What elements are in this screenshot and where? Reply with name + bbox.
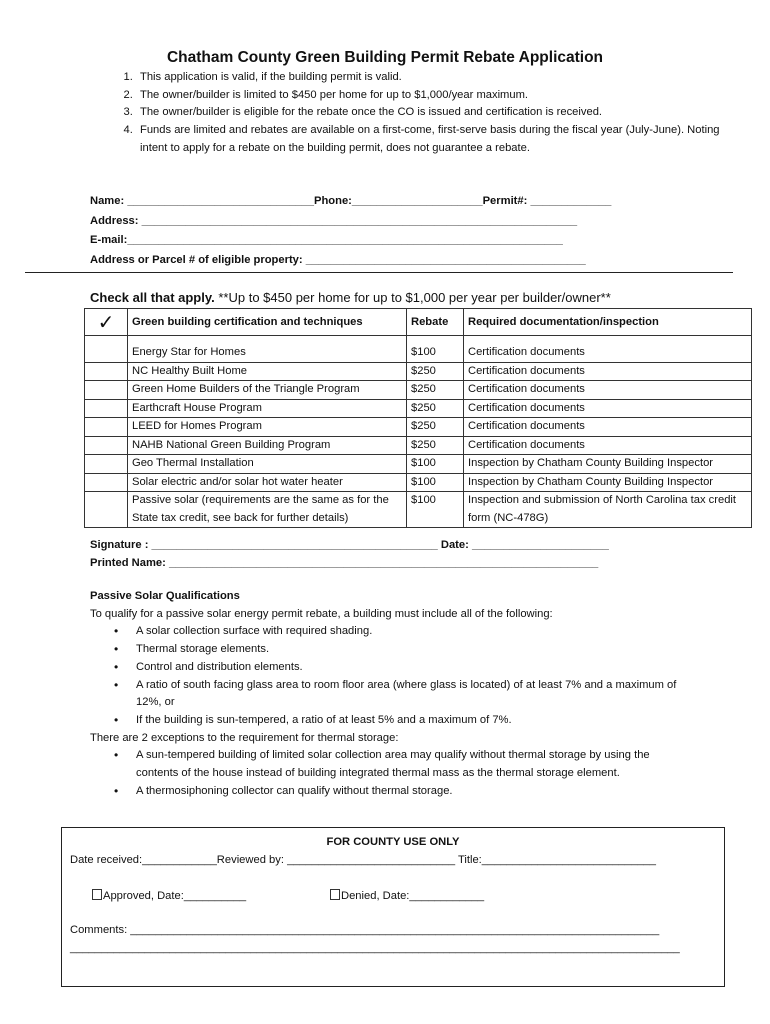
checkbox-cell[interactable] [85, 381, 128, 400]
doc-cell: Inspection and submission of North Carolina tax credit form (NC-478G) [464, 492, 752, 528]
printed-name-label: Printed Name: [90, 556, 166, 569]
list-item: • A sun-tempered building of limited solar collection area may qualify without thermal storage by using the contents of the house instead of building integrated thermal mass as the thermal storage element. [136, 747, 690, 782]
header-technique: Green building certification and techniques [128, 309, 407, 336]
technique-cell: Earthcraft House Program [128, 399, 407, 418]
checkbox-cell[interactable] [85, 336, 128, 363]
check-heading-bold: Check all that apply. [90, 290, 215, 305]
passive-intro: To qualify for a passive solar energy permit rebate, a building must include all of the following: [90, 607, 553, 620]
doc-cell [464, 336, 752, 363]
signature-row [90, 537, 690, 555]
doc-cell: Certification documents [464, 381, 752, 400]
header-rebate: Rebate [407, 309, 464, 336]
signature-block [90, 537, 690, 572]
parcel-row [90, 251, 690, 271]
checkbox-cell[interactable] [85, 362, 128, 381]
signature-field[interactable]: ______________________________________________ [151, 539, 438, 551]
intro-item: 2. The owner/builder is limited to $450 per home for up to $1,000/year maximum. [136, 87, 736, 105]
list-item: • A ratio of south facing glass area to room floor area (where glass is located) of at least 7% and a maximum of 12%, or [136, 677, 690, 712]
header-documentation: Required documentation/inspection [464, 309, 752, 336]
check-heading [90, 290, 611, 305]
table-row [85, 336, 752, 363]
rebate-cell: $250 [407, 436, 464, 455]
county-use-box [61, 827, 725, 987]
rebate-cell: $250 [407, 418, 464, 437]
table-header-row [85, 309, 752, 336]
doc-cell: Inspection by Chatham County Building Inspector [464, 473, 752, 492]
table-row [85, 418, 752, 437]
approved-checkbox[interactable] [92, 890, 246, 902]
parcel-label: Address or Parcel # of eligible property: [90, 254, 303, 267]
list-item: • Control and distribution elements. [136, 659, 690, 677]
rebate-value: $100 [411, 346, 436, 358]
rebate-cell: $100 [407, 492, 464, 528]
technique-cell: Solar electric and/or solar hot water heater [128, 473, 407, 492]
rebate-cell: $100 [407, 473, 464, 492]
rebate-cell [407, 336, 464, 363]
list-item: • If the building is sun-tempered, a ratio of at least 5% and a maximum of 7%. [136, 712, 690, 730]
denied-label: Denied, Date:____________ [341, 890, 485, 902]
permit-field[interactable]: _____________ [530, 195, 612, 207]
rebate-cell: $250 [407, 399, 464, 418]
date-label: Date: [440, 539, 469, 551]
technique-cell: Geo Thermal Installation [128, 455, 407, 474]
rebate-cell: $250 [407, 381, 464, 400]
rebate-table [84, 308, 752, 528]
doc-cell: Certification documents [464, 362, 752, 381]
address-label: Address: [90, 214, 139, 227]
doc-cell: Inspection by Chatham County Building Inspector [464, 455, 752, 474]
name-field[interactable]: ______________________________ [127, 195, 314, 207]
permit-label: Permit#: [482, 195, 528, 207]
checkbox-cell[interactable] [85, 418, 128, 437]
signature-label: Signature : [90, 539, 149, 551]
technique-cell: Green Home Builders of the Triangle Program [128, 381, 407, 400]
check-mark-icon: ✓ [85, 309, 128, 336]
intro-item: 1. This application is valid, if the building permit is valid. [136, 69, 736, 87]
intro-list [90, 69, 736, 158]
list-item: • A thermosiphoning collector can qualify without thermal storage. [136, 783, 690, 801]
doc-value: Certification documents [468, 346, 585, 358]
exceptions-intro: There are 2 exceptions to the requirement for thermal storage: [90, 731, 399, 744]
table-row [85, 362, 752, 381]
list-item: • A solar collection surface with required shading. [136, 623, 690, 641]
technique-cell: Passive solar (requirements are the same as for the State tax credit, see back for further details) [128, 492, 407, 528]
passive-requirements-list [90, 623, 690, 729]
table-row [85, 492, 752, 528]
email-label: E-mail: [90, 234, 128, 247]
checkbox-icon [92, 889, 102, 900]
name-phone-permit-row [90, 192, 690, 212]
technique-cell [128, 336, 407, 363]
applicant-fields [90, 192, 690, 271]
intro-item: 3. The owner/builder is eligible for the rebate once the CO is issued and certification is received. [136, 104, 736, 122]
comments-line-2[interactable]: __________________________________________________________________________________________________ [70, 942, 680, 954]
parcel-field[interactable]: _____________________________________________ [305, 254, 586, 267]
email-row [90, 231, 690, 251]
name-label: Name: [90, 195, 125, 207]
check-heading-rest: **Up to $450 per home for up to $1,000 per year per builder/owner** [214, 290, 611, 305]
table-row [85, 381, 752, 400]
passive-solar-section [90, 588, 690, 800]
table-row [85, 399, 752, 418]
approved-label: Approved, Date:__________ [103, 890, 247, 902]
address-row [90, 212, 690, 232]
table-row [85, 455, 752, 474]
email-field[interactable]: ______________________________________________________________________ [127, 234, 563, 247]
approval-row [92, 889, 485, 902]
technique-cell: NC Healthy Built Home [128, 362, 407, 381]
checkbox-cell[interactable] [85, 492, 128, 528]
section-divider [25, 272, 733, 273]
comments-line[interactable]: Comments: _____________________________________________________________________________________ [70, 924, 660, 936]
phone-label: Phone: [313, 195, 352, 207]
county-heading: FOR COUNTY USE ONLY [326, 836, 460, 848]
doc-cell: Certification documents [464, 418, 752, 437]
technique-cell: LEED for Homes Program [128, 418, 407, 437]
intro-item: 4. Funds are limited and rebates are available on a first-come, first-serve basis during the fiscal year (July-June). Noting intent to apply for a rebate on the building permit, does not guarantee a rebate. [136, 122, 736, 157]
rebate-cell: $100 [407, 455, 464, 474]
checkbox-cell[interactable] [85, 436, 128, 455]
checkbox-cell[interactable] [85, 455, 128, 474]
passive-heading: Passive Solar Qualifications [90, 590, 240, 602]
technique-name: Energy Star for Homes [132, 346, 246, 358]
rebate-cell: $250 [407, 362, 464, 381]
checkbox-cell[interactable] [85, 473, 128, 492]
technique-cell: NAHB National Green Building Program [128, 436, 407, 455]
list-item: • Thermal storage elements. [136, 641, 690, 659]
denied-checkbox[interactable] [330, 889, 484, 902]
doc-cell: Certification documents [464, 399, 752, 418]
document-title: Chatham County Green Building Permit Rebate Application [166, 49, 604, 66]
phone-field[interactable]: _____________________ [351, 195, 483, 207]
checkbox-cell[interactable] [85, 399, 128, 418]
table-row [85, 473, 752, 492]
doc-cell: Certification documents [464, 436, 752, 455]
printed-name-row [90, 555, 690, 573]
address-field[interactable]: ______________________________________________________________________ [141, 214, 578, 227]
date-field[interactable]: ______________________ [471, 539, 609, 551]
date-received-line[interactable]: Date received:____________Reviewed by: ___________________________ Title:____________________________ [70, 854, 657, 866]
exceptions-list [90, 747, 690, 800]
table-row [85, 436, 752, 455]
checkbox-icon [330, 889, 340, 900]
printed-name-field[interactable]: _____________________________________________________________________ [168, 556, 599, 569]
